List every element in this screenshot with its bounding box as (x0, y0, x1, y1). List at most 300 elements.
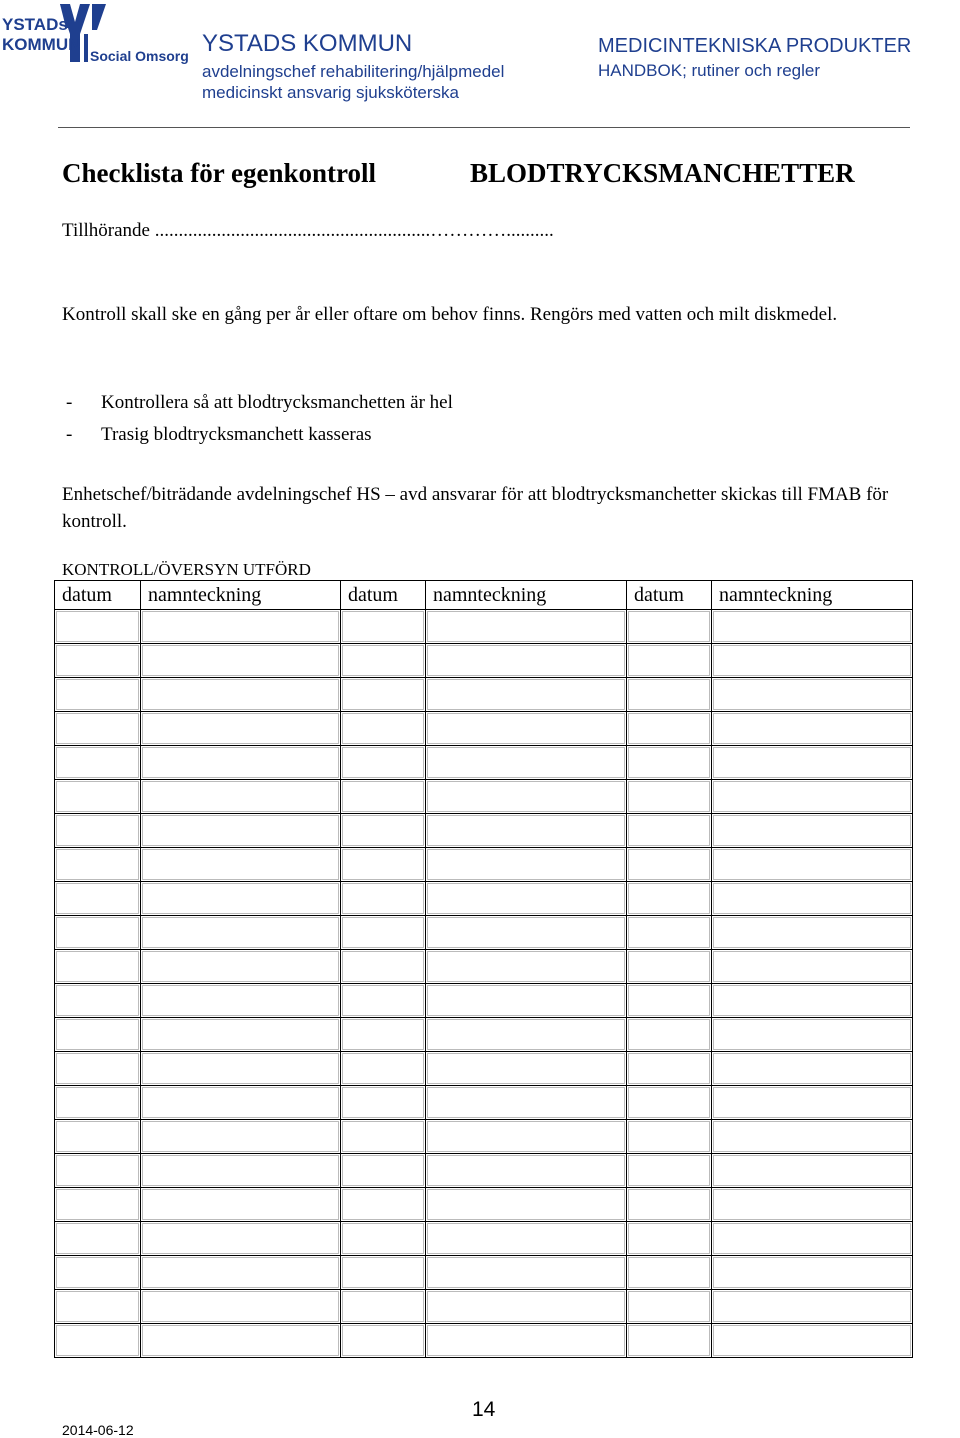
header-divider (58, 127, 910, 128)
org-role-line1: avdelningschef rehabilitering/hjälpmedel (202, 62, 505, 81)
signature-cell (426, 1256, 627, 1290)
bullet-marker: - (66, 392, 73, 413)
cell-entry-box (342, 1291, 424, 1322)
cell-entry-box (142, 1019, 339, 1050)
signature-cell (712, 950, 913, 984)
cell-entry-box (142, 1087, 339, 1118)
table-row (55, 610, 913, 644)
date-cell (341, 1256, 426, 1290)
signature-cell (141, 678, 341, 712)
cell-entry-box (142, 713, 339, 744)
date-cell (627, 916, 712, 950)
belonging-line: Tillhörande ..........................................................………….......... (62, 220, 554, 241)
date-cell (55, 1052, 141, 1086)
signature-cell (426, 882, 627, 916)
date-cell (55, 848, 141, 882)
signature-cell (426, 1324, 627, 1358)
date-cell (341, 610, 426, 644)
cell-entry-box (342, 611, 424, 642)
intro-paragraph: Kontroll skall ske en gång per år eller oftare om behov finns. Rengörs med vatten och milt diskmedel. (62, 304, 838, 325)
cell-entry-box (427, 1257, 625, 1288)
signature-cell (141, 1188, 341, 1222)
control-table-label: KONTROLL/ÖVERSYN UTFÖRD (62, 560, 311, 579)
date-cell (55, 814, 141, 848)
control-table-body (55, 610, 913, 1358)
cell-entry-box (628, 1223, 710, 1254)
column-header-date: datum (341, 581, 426, 610)
cell-entry-box (342, 713, 424, 744)
section-title: MEDICINTEKNISKA PRODUKTER (598, 35, 912, 57)
signature-cell (426, 1222, 627, 1256)
table-row (55, 678, 913, 712)
cell-entry-box (342, 747, 424, 778)
table-row (55, 984, 913, 1018)
checklist-title: Checklista för egenkontroll (62, 158, 376, 188)
cell-entry-box (713, 781, 911, 812)
signature-cell (141, 1052, 341, 1086)
signature-cell (141, 610, 341, 644)
date-cell (627, 1222, 712, 1256)
cell-entry-box (56, 1291, 139, 1322)
cell-entry-box (56, 1257, 139, 1288)
date-cell (627, 780, 712, 814)
cell-entry-box (56, 1121, 139, 1152)
signature-cell (426, 1154, 627, 1188)
cell-entry-box (427, 815, 625, 846)
date-cell (627, 814, 712, 848)
date-cell (55, 882, 141, 916)
date-cell (627, 1154, 712, 1188)
cell-entry-box (142, 951, 339, 982)
cell-entry-box (713, 1223, 911, 1254)
date-cell (341, 950, 426, 984)
signature-cell (712, 1188, 913, 1222)
cell-entry-box (628, 1121, 710, 1152)
cell-entry-box (142, 1291, 339, 1322)
cell-entry-box (713, 1325, 911, 1356)
date-cell (341, 780, 426, 814)
date-cell (55, 1222, 141, 1256)
date-cell (341, 678, 426, 712)
cell-entry-box (628, 645, 710, 676)
cell-entry-box (342, 917, 424, 948)
date-cell (55, 1120, 141, 1154)
cell-entry-box (427, 1325, 625, 1356)
cell-entry-box (142, 781, 339, 812)
date-cell (627, 1120, 712, 1154)
cell-entry-box (56, 645, 139, 676)
signature-cell (426, 780, 627, 814)
table-row (55, 1290, 913, 1324)
cell-entry-box (142, 1053, 339, 1084)
date-cell (55, 780, 141, 814)
cell-entry-box (142, 1121, 339, 1152)
date-cell (627, 746, 712, 780)
cell-entry-box (427, 645, 625, 676)
table-row (55, 1018, 913, 1052)
cell-entry-box (713, 1257, 911, 1288)
cell-entry-box (142, 815, 339, 846)
ystad-kommun-logo (0, 0, 189, 72)
date-cell (55, 1188, 141, 1222)
bullet-item: Trasig blodtrycksmanchett kasseras (101, 424, 372, 445)
date-cell (627, 1188, 712, 1222)
cell-entry-box (56, 917, 139, 948)
cell-entry-box (628, 985, 710, 1016)
date-cell (55, 984, 141, 1018)
cell-entry-box (427, 985, 625, 1016)
cell-entry-box (713, 1189, 911, 1220)
signature-cell (712, 678, 913, 712)
cell-entry-box (56, 1325, 139, 1356)
cell-entry-box (713, 985, 911, 1016)
date-cell (627, 644, 712, 678)
date-cell (55, 1256, 141, 1290)
signature-cell (712, 1222, 913, 1256)
cell-entry-box (713, 679, 911, 710)
date-cell (341, 1188, 426, 1222)
column-header-date: datum (627, 581, 712, 610)
signature-cell (712, 1324, 913, 1358)
signature-cell (141, 1120, 341, 1154)
date-cell (627, 712, 712, 746)
cell-entry-box (56, 1019, 139, 1050)
column-header-signature: namnteckning (141, 581, 341, 610)
date-cell (55, 678, 141, 712)
signature-cell (426, 746, 627, 780)
cell-entry-box (56, 1155, 139, 1186)
footer-date: 2014-06-12 (62, 1422, 134, 1438)
date-cell (55, 1154, 141, 1188)
signature-cell (426, 644, 627, 678)
cell-entry-box (342, 815, 424, 846)
date-cell (627, 1256, 712, 1290)
signature-cell (141, 1018, 341, 1052)
signature-cell (712, 746, 913, 780)
cell-entry-box (56, 1223, 139, 1254)
cell-entry-box (713, 1155, 911, 1186)
logo-wordmark-top: YSTADs (2, 15, 68, 34)
signature-cell (141, 882, 341, 916)
date-cell (341, 712, 426, 746)
cell-entry-box (342, 1223, 424, 1254)
signature-cell (426, 1086, 627, 1120)
cell-entry-box (628, 815, 710, 846)
signature-cell (426, 950, 627, 984)
product-title: BLODTRYCKSMANCHETTER (470, 158, 855, 188)
column-header-date: datum (55, 581, 141, 610)
cell-entry-box (342, 781, 424, 812)
bullet-item: Kontrollera så att blodtrycksmanchetten är hel (101, 392, 453, 413)
cell-entry-box (713, 815, 911, 846)
cell-entry-box (56, 1053, 139, 1084)
date-cell (55, 1324, 141, 1358)
date-cell (627, 1052, 712, 1086)
cell-entry-box (56, 815, 139, 846)
date-cell (341, 644, 426, 678)
cell-entry-box (342, 1053, 424, 1084)
cell-entry-box (713, 1053, 911, 1084)
date-cell (627, 1018, 712, 1052)
cell-entry-box (342, 1087, 424, 1118)
date-cell (341, 746, 426, 780)
date-cell (627, 950, 712, 984)
cell-entry-box (427, 917, 625, 948)
cell-entry-box (628, 611, 710, 642)
cell-entry-box (713, 1291, 911, 1322)
date-cell (341, 1086, 426, 1120)
cell-entry-box (56, 883, 139, 914)
org-role-line2: medicinskt ansvarig sjuksköterska (202, 83, 459, 102)
cell-entry-box (628, 1019, 710, 1050)
table-row (55, 814, 913, 848)
table-row (55, 746, 913, 780)
table-row (55, 712, 913, 746)
date-cell (55, 1290, 141, 1324)
cell-entry-box (713, 917, 911, 948)
date-cell (55, 950, 141, 984)
signature-cell (141, 1324, 341, 1358)
cell-entry-box (142, 679, 339, 710)
cell-entry-box (427, 1155, 625, 1186)
cell-entry-box (713, 1019, 911, 1050)
cell-entry-box (628, 1325, 710, 1356)
signature-cell (141, 780, 341, 814)
cell-entry-box (427, 883, 625, 914)
cell-entry-box (713, 1087, 911, 1118)
cell-entry-box (142, 747, 339, 778)
signature-cell (712, 1052, 913, 1086)
cell-entry-box (427, 951, 625, 982)
date-cell (55, 610, 141, 644)
date-cell (341, 1290, 426, 1324)
org-title: YSTADS KOMMUN (202, 30, 413, 57)
table-row (55, 1120, 913, 1154)
date-cell (55, 916, 141, 950)
date-cell (627, 610, 712, 644)
signature-cell (712, 780, 913, 814)
date-cell (627, 1324, 712, 1358)
cell-entry-box (142, 1325, 339, 1356)
signature-cell (141, 712, 341, 746)
cell-entry-box (628, 951, 710, 982)
cell-entry-box (342, 883, 424, 914)
cell-entry-box (628, 1053, 710, 1084)
date-cell (55, 746, 141, 780)
table-row (55, 848, 913, 882)
cell-entry-box (342, 1019, 424, 1050)
cell-entry-box (713, 747, 911, 778)
signature-cell (426, 984, 627, 1018)
cell-entry-box (427, 1019, 625, 1050)
table-row (55, 1052, 913, 1086)
signature-cell (426, 1018, 627, 1052)
cell-entry-box (342, 985, 424, 1016)
cell-entry-box (342, 951, 424, 982)
signature-cell (141, 746, 341, 780)
cell-entry-box (713, 611, 911, 642)
cell-entry-box (427, 611, 625, 642)
signature-cell (712, 712, 913, 746)
cell-entry-box (142, 645, 339, 676)
signature-cell (712, 984, 913, 1018)
date-cell (341, 1222, 426, 1256)
date-cell (341, 882, 426, 916)
cell-entry-box (713, 883, 911, 914)
date-cell (627, 882, 712, 916)
cell-entry-box (713, 713, 911, 744)
signature-cell (141, 1154, 341, 1188)
signature-cell (426, 1052, 627, 1086)
cell-entry-box (342, 1155, 424, 1186)
date-cell (55, 712, 141, 746)
signature-cell (426, 814, 627, 848)
table-row (55, 916, 913, 950)
signature-cell (141, 916, 341, 950)
signature-cell (712, 644, 913, 678)
signature-cell (141, 950, 341, 984)
cell-entry-box (342, 1189, 424, 1220)
cell-entry-box (628, 1291, 710, 1322)
cell-entry-box (427, 747, 625, 778)
signature-cell (712, 1018, 913, 1052)
cell-entry-box (427, 713, 625, 744)
cell-entry-box (142, 611, 339, 642)
logo-department: Social Omsorg (90, 48, 189, 64)
signature-cell (141, 848, 341, 882)
signature-cell (712, 1086, 913, 1120)
cell-entry-box (427, 849, 625, 880)
signature-cell (426, 1188, 627, 1222)
cell-entry-box (56, 985, 139, 1016)
date-cell (627, 984, 712, 1018)
cell-entry-box (142, 1189, 339, 1220)
cell-entry-box (628, 713, 710, 744)
cell-entry-box (342, 1121, 424, 1152)
signature-cell (141, 1290, 341, 1324)
cell-entry-box (628, 883, 710, 914)
cell-entry-box (56, 951, 139, 982)
date-cell (341, 1120, 426, 1154)
cell-entry-box (628, 1257, 710, 1288)
date-cell (627, 1086, 712, 1120)
cell-entry-box (427, 1121, 625, 1152)
signature-cell (712, 916, 913, 950)
cell-entry-box (628, 781, 710, 812)
table-row (55, 1188, 913, 1222)
date-cell (341, 814, 426, 848)
cell-entry-box (628, 747, 710, 778)
signature-cell (426, 712, 627, 746)
cell-entry-box (628, 849, 710, 880)
signature-cell (712, 610, 913, 644)
cell-entry-box (142, 883, 339, 914)
cell-entry-box (713, 1121, 911, 1152)
cell-entry-box (628, 1087, 710, 1118)
cell-entry-box (628, 1155, 710, 1186)
section-subtitle: HANDBOK; rutiner och regler (598, 61, 821, 80)
cell-entry-box (142, 1223, 339, 1254)
signature-cell (426, 848, 627, 882)
logo-wordmark-bottom: KOMMUN (2, 35, 81, 54)
table-row (55, 1154, 913, 1188)
signature-cell (712, 1154, 913, 1188)
signature-cell (712, 1120, 913, 1154)
signature-cell (141, 644, 341, 678)
table-row (55, 950, 913, 984)
cell-entry-box (713, 849, 911, 880)
signature-cell (712, 1290, 913, 1324)
signature-cell (712, 882, 913, 916)
signature-cell (426, 1120, 627, 1154)
cell-entry-box (342, 645, 424, 676)
signature-cell (426, 916, 627, 950)
column-header-signature: namnteckning (426, 581, 627, 610)
cell-entry-box (142, 917, 339, 948)
cell-entry-box (142, 985, 339, 1016)
signature-cell (426, 678, 627, 712)
cell-entry-box (713, 951, 911, 982)
cell-entry-box (427, 781, 625, 812)
cell-entry-box (142, 849, 339, 880)
control-log-table (54, 580, 913, 1358)
signature-cell (141, 814, 341, 848)
table-header-row (55, 581, 913, 610)
date-cell (341, 916, 426, 950)
signature-cell (426, 1290, 627, 1324)
signature-cell (712, 1256, 913, 1290)
column-header-signature: namnteckning (712, 581, 913, 610)
table-row (55, 1256, 913, 1290)
table-row (55, 1222, 913, 1256)
cell-entry-box (342, 1257, 424, 1288)
date-cell (627, 678, 712, 712)
table-row (55, 1086, 913, 1120)
cell-entry-box (427, 679, 625, 710)
signature-cell (141, 1256, 341, 1290)
cell-entry-box (628, 1189, 710, 1220)
date-cell (341, 1018, 426, 1052)
date-cell (627, 848, 712, 882)
date-cell (341, 984, 426, 1018)
page-number: 14 (472, 1398, 496, 1421)
table-row (55, 644, 913, 678)
bullet-marker: - (66, 424, 73, 445)
cell-entry-box (56, 1189, 139, 1220)
cell-entry-box (142, 1257, 339, 1288)
cell-entry-box (56, 849, 139, 880)
cell-entry-box (56, 781, 139, 812)
cell-entry-box (56, 1087, 139, 1118)
signature-cell (141, 1222, 341, 1256)
date-cell (341, 1052, 426, 1086)
cell-entry-box (342, 849, 424, 880)
cell-entry-box (628, 679, 710, 710)
date-cell (341, 1324, 426, 1358)
responsibility-paragraph: Enhetschef/biträdande avdelningschef HS – avd ansvarar för att blodtrycksmanchetter skickas till FMAB för kontroll. (62, 484, 889, 532)
cell-entry-box (427, 1223, 625, 1254)
signature-cell (141, 984, 341, 1018)
cell-entry-box (628, 917, 710, 948)
cell-entry-box (56, 747, 139, 778)
cell-entry-box (427, 1053, 625, 1084)
cell-entry-box (427, 1087, 625, 1118)
date-cell (627, 1290, 712, 1324)
cell-entry-box (56, 713, 139, 744)
cell-entry-box (427, 1291, 625, 1322)
cell-entry-box (713, 645, 911, 676)
date-cell (55, 644, 141, 678)
